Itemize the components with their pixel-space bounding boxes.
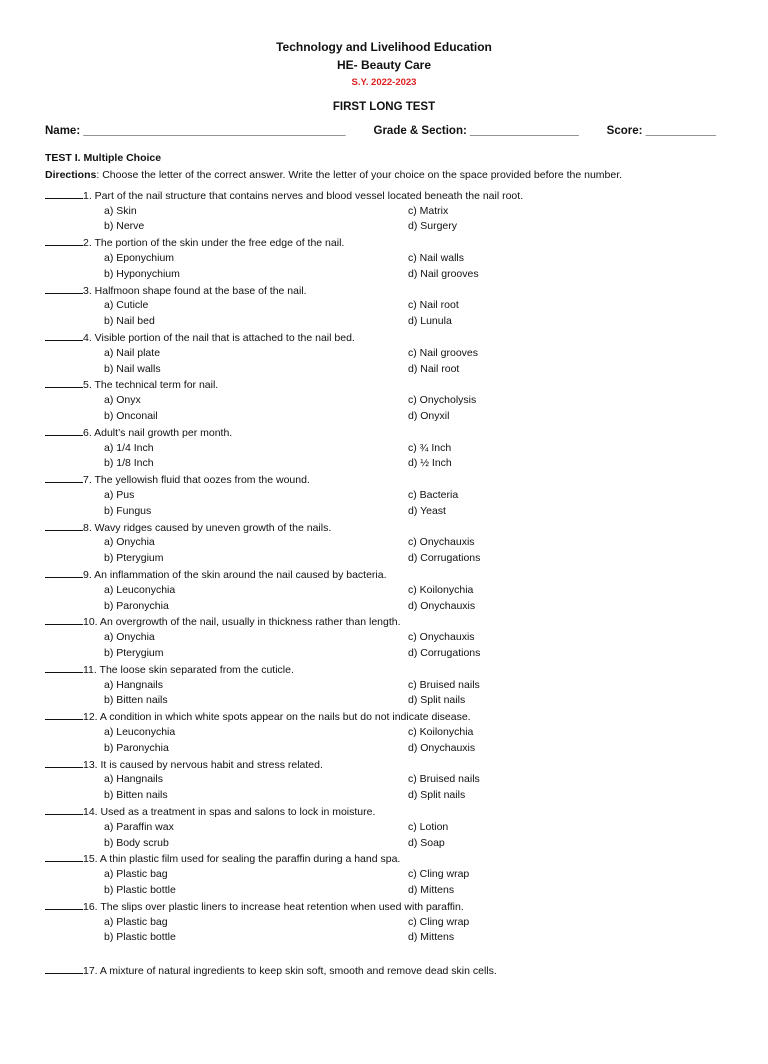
question-item	[45, 189, 768, 236]
question-spacer	[45, 947, 768, 964]
answer-option: c) Nail grooves	[408, 346, 479, 359]
answer-blank[interactable]	[45, 331, 83, 341]
answer-option: b) Pterygium	[104, 646, 164, 659]
student-info-row	[45, 124, 716, 138]
answer-option: a) Hangnails	[104, 773, 163, 786]
section-title: TEST I. Multiple Choice	[45, 151, 162, 164]
answer-option: a) Plastic bag	[104, 868, 168, 881]
score-field: Score: ___________	[606, 125, 716, 138]
question-stem	[45, 426, 768, 442]
question-item	[45, 521, 768, 568]
answer-option: c) Onychauxis	[408, 536, 475, 549]
question-item	[45, 331, 768, 378]
answer-option: d) Corrugations	[408, 552, 481, 565]
question-item	[45, 615, 768, 662]
question-item	[45, 378, 768, 425]
question-text: 4. Visible portion of the nail that is attached to the nail bed.	[83, 332, 355, 345]
directions	[45, 169, 768, 182]
question-text: 14. Used as a treatment in spas and salons to lock in moisture.	[83, 805, 376, 818]
answer-options	[45, 631, 768, 663]
answer-option: b) Body scrub	[104, 836, 169, 849]
question-stem	[45, 852, 768, 868]
answer-option: d) ½ Inch	[408, 457, 452, 470]
answer-option: b) 1/8 Inch	[104, 457, 154, 470]
question-stem	[45, 284, 768, 300]
answer-options	[45, 442, 768, 474]
question-stem	[45, 805, 768, 821]
document-header	[0, 40, 768, 114]
answer-option: d) Onychauxis	[408, 741, 476, 754]
answer-options	[45, 205, 768, 237]
answer-blank[interactable]	[45, 758, 83, 768]
question-stem	[45, 378, 768, 394]
answer-option: c) Cling wrap	[408, 868, 470, 881]
school-year: S.Y. 2022-2023	[351, 77, 417, 88]
answer-option: c) Lotion	[408, 820, 449, 833]
answer-option: a) 1/4 Inch	[104, 441, 154, 454]
answer-options	[45, 252, 768, 284]
answer-option: c) Koilonychia	[408, 725, 474, 738]
answer-blank[interactable]	[45, 805, 83, 815]
answer-option: a) Leuconychia	[104, 725, 176, 738]
question-item	[45, 805, 768, 852]
answer-option: a) Eponychium	[104, 252, 175, 265]
question-text: 17. A mixture of natural ingredients to keep skin soft, smooth and remove dead skin cells.	[83, 965, 497, 978]
answer-option: d) Nail root	[408, 362, 460, 375]
question-item	[45, 473, 768, 520]
answer-blank[interactable]	[45, 284, 83, 294]
answer-option: d) Mittens	[408, 883, 455, 896]
answer-option: b) Pterygium	[104, 552, 164, 565]
answer-option: c) ¾ Inch	[408, 441, 452, 454]
answer-blank[interactable]	[45, 473, 83, 483]
answer-option: c) Onychauxis	[408, 631, 475, 644]
answer-option: b) Fungus	[104, 504, 152, 517]
answer-option: a) Skin	[104, 204, 137, 217]
answer-option: a) Hangnails	[104, 678, 163, 691]
answer-option: b) Paronychia	[104, 741, 169, 754]
answer-option: c) Bruised nails	[408, 678, 480, 691]
answer-option: b) Onconail	[104, 410, 158, 423]
answer-option: d) Yeast	[408, 504, 446, 517]
answer-option: a) Paraffin wax	[104, 820, 174, 833]
question-text: 2. The portion of the skin under the free edge of the nail.	[83, 237, 345, 250]
answer-option: d) Lunula	[408, 315, 452, 328]
answer-options	[45, 536, 768, 568]
directions-text: : Choose the letter of the correct answer. Write the letter of your choice on the space provided before the number.	[96, 168, 623, 181]
answer-options	[45, 773, 768, 805]
question-stem	[45, 964, 768, 980]
answer-blank[interactable]	[45, 568, 83, 578]
answer-option: b) Paronychia	[104, 599, 169, 612]
answer-option: a) Onyx	[104, 394, 141, 407]
answer-option: c) Cling wrap	[408, 915, 470, 928]
answer-option: c) Koilonychia	[408, 583, 474, 596]
answer-options	[45, 726, 768, 758]
question-item	[45, 426, 768, 473]
question-text: 11. The loose skin separated from the cuticle.	[83, 663, 294, 676]
question-stem	[45, 615, 768, 631]
answer-option: d) Soap	[408, 836, 445, 849]
answer-option: b) Bitten nails	[104, 694, 168, 707]
question-item	[45, 964, 768, 980]
answer-option: b) Bitten nails	[104, 789, 168, 802]
question-text: 5. The technical term for nail.	[83, 379, 219, 392]
answer-options	[45, 394, 768, 426]
answer-options	[45, 347, 768, 379]
answer-option: a) Plastic bag	[104, 915, 168, 928]
answer-option: b) Nail walls	[104, 362, 161, 375]
answer-blank[interactable]	[45, 852, 83, 862]
answer-option: b) Nerve	[104, 220, 145, 233]
answer-option: c) Bacteria	[408, 489, 459, 502]
answer-blank[interactable]	[45, 964, 83, 974]
answer-option: c) Bruised nails	[408, 773, 480, 786]
question-item	[45, 758, 768, 805]
answer-options	[45, 868, 768, 900]
question-stem	[45, 331, 768, 347]
question-item	[45, 710, 768, 757]
question-text: 7. The yellowish fluid that oozes from the wound.	[83, 474, 310, 487]
answer-option: c) Onycholysis	[408, 394, 477, 407]
grade-section-field: Grade & Section: _________________	[373, 125, 579, 138]
question-stem	[45, 568, 768, 584]
answer-option: d) Mittens	[408, 931, 455, 944]
question-item	[45, 900, 768, 947]
answer-options	[45, 916, 768, 948]
answer-option: d) Nail grooves	[408, 267, 479, 280]
question-text: 8. Wavy ridges caused by uneven growth of the nails.	[83, 521, 332, 534]
answer-blank[interactable]	[45, 710, 83, 720]
question-item	[45, 236, 768, 283]
question-list	[45, 189, 768, 980]
question-text: 9. An inflammation of the skin around the nail caused by bacteria.	[83, 569, 387, 581]
question-stem	[45, 710, 768, 726]
answer-option: c) Nail walls	[408, 252, 465, 265]
question-stem	[45, 189, 768, 205]
question-text: 12. A condition in which white spots appear on the nails but do not indicate disease.	[83, 711, 471, 724]
question-text: 15. A thin plastic film used for sealing the paraffin during a hand spa.	[83, 853, 401, 866]
question-text: 6. Adult’s nail growth per month.	[83, 426, 233, 439]
question-stem	[45, 521, 768, 537]
answer-option: b) Nail bed	[104, 315, 155, 328]
directions-label: Directions	[45, 168, 97, 181]
answer-options	[45, 299, 768, 331]
question-item	[45, 284, 768, 331]
answer-option: d) Onychauxis	[408, 599, 476, 612]
question-item	[45, 568, 768, 615]
question-stem	[45, 236, 768, 252]
answer-blank[interactable]	[45, 663, 83, 673]
question-stem	[45, 900, 768, 916]
answer-option: b) Plastic bottle	[104, 883, 176, 896]
answer-option: d) Surgery	[408, 220, 458, 233]
answer-option: a) Nail plate	[104, 346, 161, 359]
question-text: 16. The slips over plastic liners to increase heat retention when used with paraffin.	[83, 900, 464, 913]
name-field: Name: _________________________________________	[45, 125, 346, 138]
subject-title: HE- Beauty Care	[336, 58, 432, 72]
question-stem	[45, 663, 768, 679]
answer-option: a) Onychia	[104, 631, 155, 644]
answer-option: a) Onychia	[104, 536, 155, 549]
answer-options	[45, 821, 768, 853]
question-item	[45, 852, 768, 899]
answer-option: d) Split nails	[408, 789, 466, 802]
answer-option: d) Corrugations	[408, 646, 481, 659]
answer-options	[45, 584, 768, 616]
answer-option: c) Nail root	[408, 299, 459, 312]
question-text: 3. Halfmoon shape found at the base of the nail.	[83, 284, 307, 297]
question-text: 10. An overgrowth of the nail, usually in thickness rather than length.	[83, 616, 401, 629]
answer-blank[interactable]	[45, 236, 83, 246]
question-stem	[45, 473, 768, 489]
answer-option: d) Split nails	[408, 694, 466, 707]
answer-options	[45, 489, 768, 521]
answer-option: d) Onyxil	[408, 410, 450, 423]
answer-blank[interactable]	[45, 615, 83, 625]
answer-blank[interactable]	[45, 521, 83, 531]
question-item	[45, 663, 768, 710]
answer-option: b) Plastic bottle	[104, 931, 176, 944]
answer-blank[interactable]	[45, 426, 83, 436]
answer-blank[interactable]	[45, 900, 83, 910]
course-title: Technology and Livelihood Education	[276, 40, 492, 54]
answer-option: c) Matrix	[408, 204, 449, 217]
question-text: 1. Part of the nail structure that contains nerves and blood vessel located beneath the nail root.	[83, 189, 524, 202]
question-text: 13. It is caused by nervous habit and stress related.	[83, 758, 323, 771]
answer-option: b) Hyponychium	[104, 267, 180, 280]
question-stem	[45, 758, 768, 774]
answer-option: a) Leuconychia	[104, 583, 176, 596]
test-title: FIRST LONG TEST	[332, 100, 436, 113]
answer-blank[interactable]	[45, 378, 83, 388]
answer-option: a) Pus	[104, 489, 135, 502]
answer-option: a) Cuticle	[104, 299, 149, 312]
answer-blank[interactable]	[45, 189, 83, 199]
answer-options	[45, 679, 768, 711]
